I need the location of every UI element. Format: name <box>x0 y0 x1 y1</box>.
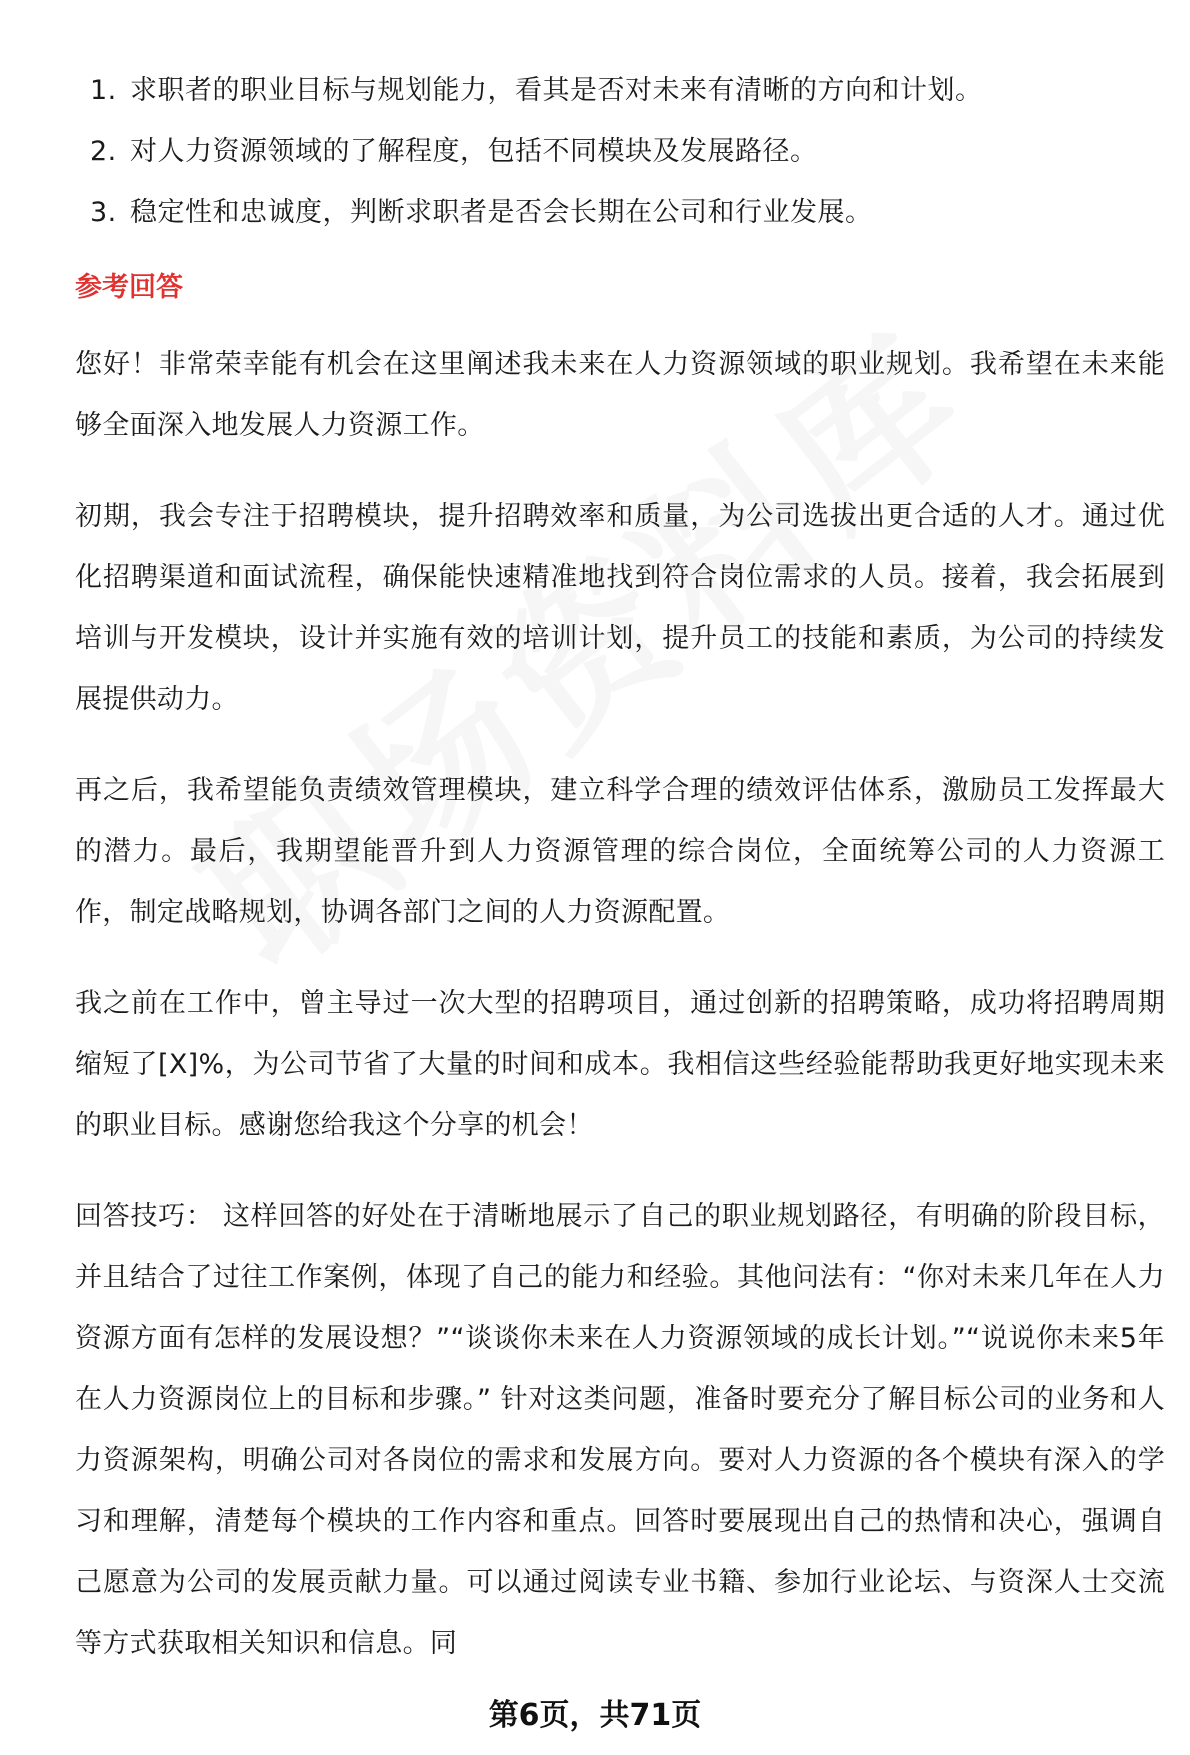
criteria-list <box>75 60 1165 243</box>
list-item-text: 稳定性和忠诚度，判断求职者是否会长期在公司和行业发展。 <box>130 197 873 228</box>
section-heading: 参考回答 <box>75 272 183 303</box>
list-item-text: 对人力资源领域的了解程度，包括不同模块及发展路径。 <box>130 136 818 167</box>
list-item <box>75 121 1165 182</box>
list-item-number: 3. <box>90 197 117 228</box>
paragraph: 我之前在工作中，曾主导过一次大型的招聘项目，通过创新的招聘策略，成功将招聘周期缩短了[X]%，为公司节省了大量的时间和成本。我相信这些经验能帮助我更好地实现未来的职业目标。感谢您给我这个分享的机会！ <box>75 988 1165 1141</box>
list-item-text: 求职者的职业目标与规划能力，看其是否对未来有清晰的方向和计划。 <box>130 75 983 106</box>
page-number: 第6页，共71页 <box>488 1698 702 1733</box>
list-item-number: 1. <box>90 75 117 106</box>
list-item-number: 2. <box>90 136 117 167</box>
page-content <box>75 60 1165 1704</box>
paragraph: 您好！非常荣幸能有机会在这里阐述我未来在人力资源领域的职业规划。我希望在未来能够全面深入地发展人力资源工作。 <box>75 349 1165 441</box>
list-item <box>75 182 1165 243</box>
paragraph: 初期，我会专注于招聘模块，提升招聘效率和质量，为公司选拔出更合适的人才。通过优化招聘渠道和面试流程，确保能快速精准地找到符合岗位需求的人员。接着，我会拓展到培训与开发模块，设计并实施有效的培训计划，提升员工的技能和素质，为公司的持续发展提供动力。 <box>75 501 1165 715</box>
list-item <box>75 60 1165 121</box>
paragraph: 回答技巧： 这样回答的好处在于清晰地展示了自己的职业规划路径，有明确的阶段目标，并且结合了过往工作案例，体现了自己的能力和经验。其他问法有：“你对未来几年在人力资源方面有怎样的发展设想？”“谈谈你未来在人力资源领域的成长计划。”“说说你未来5年在人力资源岗位上的目标和步骤。” 针对这类问题，准备时要充分了解目标公司的业务和人力资源架构，明确公司对各岗位的需求和发展方向。要对人力资源的各个模块有深入的学习和理解，清楚每个模块的工作内容和重点。回答时要展现出自己的热情和决心，强调自己愿意为公司的发展贡献力量。可以通过阅读专业书籍、参加行业论坛、与资深人士交流等方式获取相关知识和信息。同 <box>75 1201 1165 1659</box>
paragraph: 再之后，我希望能负责绩效管理模块，建立科学合理的绩效评估体系，激励员工发挥最大的潜力。最后，我期望能晋升到人力资源管理的综合岗位，全面统筹公司的人力资源工作，制定战略规划，协调各部门之间的人力资源配置。 <box>75 775 1165 928</box>
